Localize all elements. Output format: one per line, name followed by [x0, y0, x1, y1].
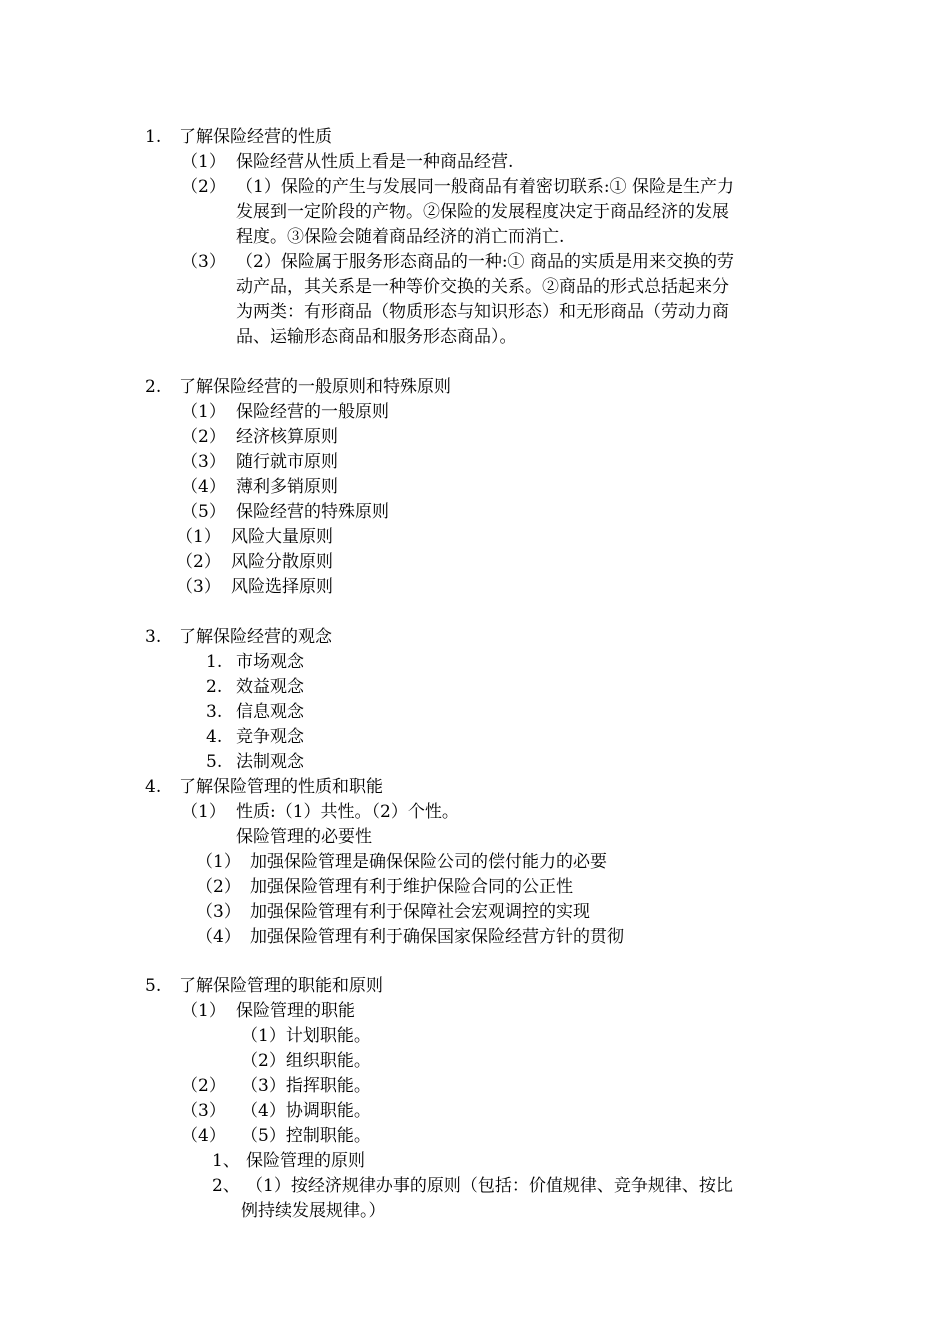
- item-text: （2）保险属于服务形态商品的一种:① 商品的实质是用来交换的劳: [236, 252, 734, 272]
- item-text: （4）协调职能。: [241, 1101, 371, 1121]
- item-text: 保险经营的特殊原则: [236, 502, 389, 522]
- item-text: 风险大量原则: [231, 527, 333, 547]
- item-marker: 4.: [206, 727, 223, 747]
- item-marker: 3.: [206, 702, 223, 722]
- item-marker: （4）: [181, 1126, 226, 1146]
- item-text: 保险经营的一般原则: [236, 402, 389, 422]
- section-number: 1.: [145, 127, 162, 147]
- item-text: 例持续发展规律。）: [241, 1201, 386, 1221]
- item-marker: （2）: [196, 877, 241, 897]
- item-text: 保险管理的职能: [236, 1001, 355, 1021]
- item-text: 保险管理的原则: [246, 1151, 365, 1171]
- item-marker: （5）: [181, 502, 226, 522]
- item-text: 加强保险管理是确保保险公司的偿付能力的必要: [250, 852, 607, 872]
- item-text: 加强保险管理有利于维护保险合同的公正性: [250, 877, 573, 897]
- item-text: 市场观念: [236, 652, 304, 672]
- item-marker: （3）: [181, 252, 226, 272]
- section-title: 了解保险经营的观念: [179, 627, 332, 647]
- item-text: 动产品，其关系是一种等价交换的关系。②商品的形式总括起来分: [236, 277, 729, 297]
- item-marker: 5.: [206, 752, 223, 772]
- item-marker: （2）: [181, 1076, 226, 1096]
- item-text: 风险选择原则: [231, 577, 333, 597]
- item-marker: （2）: [181, 427, 226, 447]
- item-text: 品、运输形态商品和服务形态商品）。: [236, 327, 517, 347]
- item-text: 法制观念: [236, 752, 304, 772]
- item-marker: （3）: [181, 452, 226, 472]
- item-text: 为两类：有形商品（物质形态与知识形态）和无形商品（劳动力商: [236, 302, 729, 322]
- item-text: 随行就市原则: [236, 452, 338, 472]
- item-marker: 2.: [206, 677, 223, 697]
- item-marker: （4）: [181, 477, 226, 497]
- item-text: 性质:（1）共性。（2）个性。: [236, 802, 459, 822]
- item-marker: （3）: [196, 902, 241, 922]
- item-marker: （1）: [196, 852, 241, 872]
- item-marker: （4）: [196, 927, 241, 947]
- item-text: 加强保险管理有利于确保国家保险经营方针的贯彻: [250, 927, 624, 947]
- item-marker: （1）: [176, 527, 221, 547]
- item-marker: 1、: [212, 1151, 240, 1171]
- item-text: 信息观念: [236, 702, 304, 722]
- item-text: （1）按经济规律办事的原则（包括：价值规律、竞争规律、按比: [246, 1176, 733, 1196]
- section-number: 2.: [145, 377, 162, 397]
- section-title: 了解保险经营的性质: [179, 127, 332, 147]
- section-title: 了解保险管理的性质和职能: [179, 777, 383, 797]
- item-text: （5）控制职能。: [241, 1126, 371, 1146]
- item-text: 竞争观念: [236, 727, 304, 747]
- item-text: 效益观念: [236, 677, 304, 697]
- item-text: （1）保险的产生与发展同一般商品有着密切联系:① 保险是生产力: [236, 177, 734, 197]
- item-text: （2）组织职能。: [241, 1051, 371, 1071]
- item-text: 风险分散原则: [231, 552, 333, 572]
- item-marker: （1）: [181, 802, 226, 822]
- section-title: 了解保险经营的一般原则和特殊原则: [179, 377, 451, 397]
- section-number: 3.: [145, 627, 162, 647]
- item-marker: 2、: [212, 1176, 240, 1196]
- item-text: （1）计划职能。: [241, 1026, 371, 1046]
- item-text: 保险经营从性质上看是一种商品经营.: [236, 152, 514, 172]
- item-text: 经济核算原则: [236, 427, 338, 447]
- section-number: 5.: [145, 976, 162, 996]
- item-marker: （1）: [181, 402, 226, 422]
- item-marker: 1.: [206, 652, 223, 672]
- item-text: 薄利多销原则: [236, 477, 338, 497]
- item-marker: （2）: [181, 177, 226, 197]
- item-marker: （3）: [181, 1101, 226, 1121]
- item-text: 加强保险管理有利于保障社会宏观调控的实现: [250, 902, 590, 922]
- item-marker: （2）: [176, 552, 221, 572]
- item-marker: （1）: [181, 1001, 226, 1021]
- item-marker: （3）: [176, 577, 221, 597]
- item-text: 保险管理的必要性: [236, 827, 372, 847]
- item-text: 程度。③保险会随着商品经济的消亡而消亡.: [236, 227, 565, 247]
- item-text: （3）指挥职能。: [241, 1076, 371, 1096]
- section-number: 4.: [145, 777, 162, 797]
- item-text: 发展到一定阶段的产物。②保险的发展程度决定于商品经济的发展: [236, 202, 729, 222]
- item-marker: （1）: [181, 152, 226, 172]
- section-title: 了解保险管理的职能和原则: [179, 976, 383, 996]
